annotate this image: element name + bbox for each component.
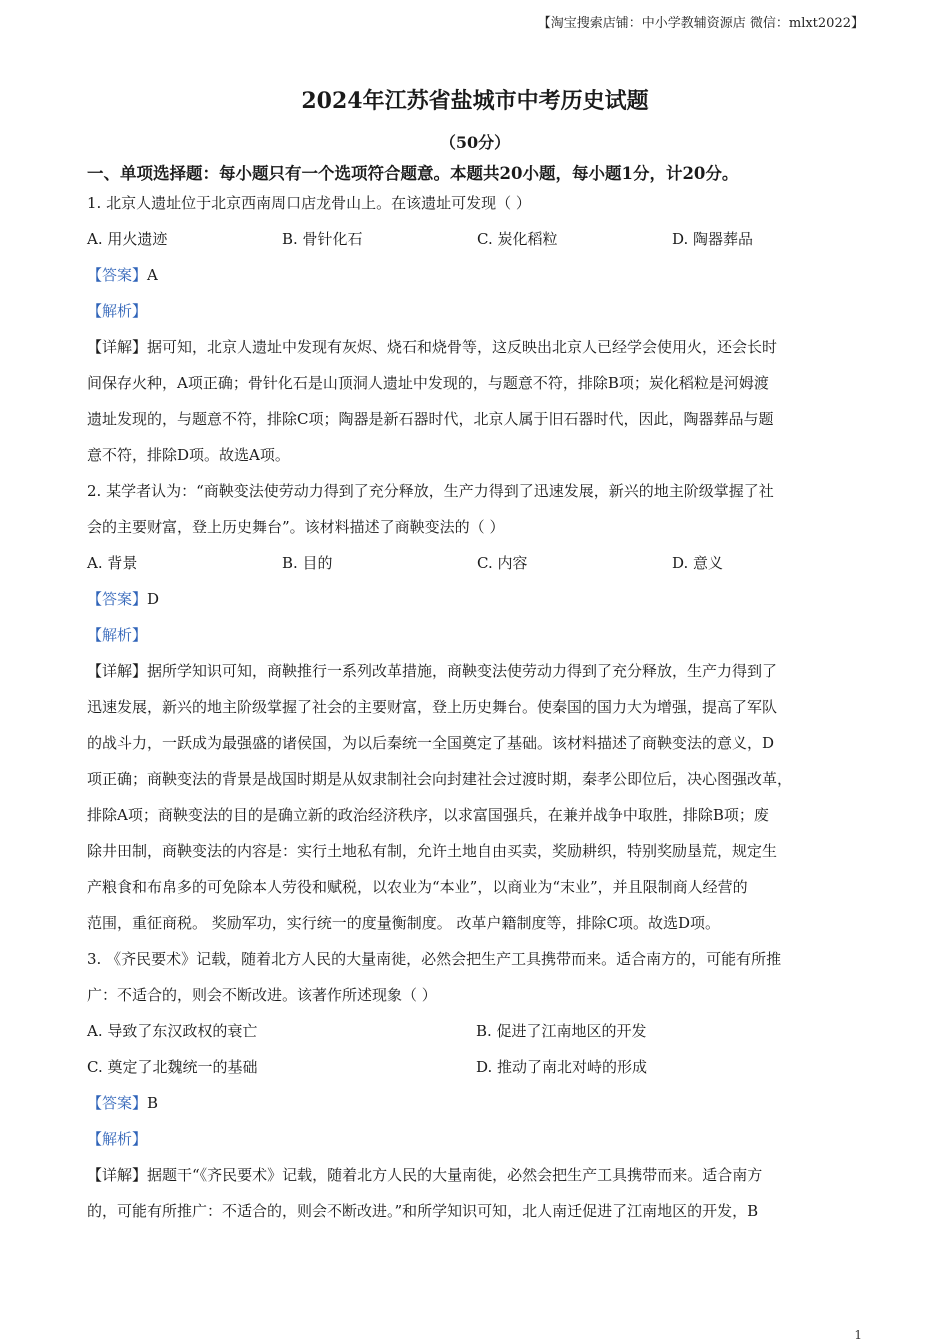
question-2-option-d: D. 意义 [672, 554, 724, 572]
section-heading: 一、单项选择题：每小题只有一个选项符合题意。本题共20小题，每小题1分，计20分。 [87, 164, 739, 183]
answer-value: D [147, 590, 160, 608]
detail-text: 据可知，北京人遗址中发现有灰烬、烧石和烧骨等，这反映出北京人已经学会使用火，还会长时 [147, 338, 778, 356]
answer-tag: 【答案】 [87, 266, 148, 284]
page-title: 2024年江苏省盐城市中考历史试题 [301, 88, 649, 114]
question-2-stem: 会的主要财富，登上历史舞台”。该材料描述了商鞅变法的（ ） [87, 518, 505, 536]
header-note: 【淘宝搜索店铺：中小学教辅资源店 微信：mlxt2022】 [537, 16, 864, 31]
detail-tag: 【详解】 [87, 1166, 148, 1184]
question-1-detail-line: 遗址发现的，与题意不符，排除C项；陶器是新石器时代，北京人属于旧石器时代，因此，陶器葬品与题 [87, 410, 774, 428]
question-1-detail-line [87, 329, 867, 365]
question-3-option-a: A. 导致了东汉政权的衰亡 [87, 1022, 258, 1040]
question-3-option-b: B. 促进了江南地区的开发 [476, 1022, 647, 1040]
question-3-option-d: D. 推动了南北对峙的形成 [476, 1058, 648, 1076]
question-2-detail-line: 除井田制，商鞅变法的内容是：实行土地私有制，允许土地自由买卖，奖励耕织，特别奖励垦荒，规定生 [87, 842, 778, 860]
analysis-tag: 【解析】 [87, 302, 148, 320]
page-number: 1 [854, 1328, 862, 1342]
question-2-detail-line: 范围，重征商税。 奖励军功，实行统一的度量衡制度。 改革户籍制度等，排除C项。故选D项。 [87, 914, 721, 932]
question-2-detail-line: 迅速发展，新兴的地主阶级掌握了社会的主要财富，登上历史舞台。使秦国的国力大为增强，提高了军队 [87, 698, 778, 716]
question-2-analysis [87, 617, 867, 653]
question-2-detail-line: 项正确；商鞅变法的背景是战国时期是从奴隶制社会向封建社会过渡时期，秦孝公即位后，决心图强改革， [87, 770, 793, 788]
question-2-answer [87, 581, 867, 617]
question-3-options-row-1 [87, 1013, 867, 1049]
question-1-detail-line: 间保存火种，A项正确；骨针化石是山顶洞人遗址中发现的，与题意不符，排除B项；炭化稻粒是河姆渡 [87, 374, 769, 392]
question-3-detail-line: 的，可能有所推广：不适合的，则会不断改进。”和所学知识可知，北人南迁促进了江南地区的开发，B [87, 1202, 759, 1220]
question-1-analysis [87, 293, 867, 329]
detail-text: 据题干“《齐民要术》记载，随着北方人民的大量南徙，必然会把生产工具携带而来。适合南方 [147, 1166, 763, 1184]
question-1-detail-line: 意不符，排除D项。故选A项。 [87, 446, 290, 464]
question-3-option-c: C. 奠定了北魏统一的基础 [87, 1058, 258, 1076]
question-3-stem: 3. 《齐民要术》记载，随着北方人民的大量南徙，必然会把生产工具携带而来。适合南方的，可能有所推 [87, 950, 782, 968]
question-2-detail-line: 产粮食和布帛多的可免除本人劳役和赋税，以农业为“本业”，以商业为“末业”，并且限制商人经营的 [87, 878, 748, 896]
question-1-option-c: C. 炭化稻粒 [477, 230, 558, 248]
detail-tag: 【详解】 [87, 662, 148, 680]
question-2-option-b: B. 目的 [282, 554, 333, 572]
answer-tag: 【答案】 [87, 590, 148, 608]
question-2-detail-line [87, 653, 867, 689]
question-3-answer [87, 1085, 867, 1121]
question-1-answer [87, 257, 867, 293]
question-2-stem: 2. 某学者认为：“商鞅变法使劳动力得到了充分释放，生产力得到了迅速发展，新兴的地主阶级掌握了社 [87, 482, 774, 500]
question-3-detail-line [87, 1157, 867, 1193]
answer-value: A [147, 266, 158, 284]
question-1-options [87, 221, 867, 257]
analysis-tag: 【解析】 [87, 1130, 148, 1148]
question-3-options-row-2 [87, 1049, 867, 1085]
detail-tag: 【详解】 [87, 338, 148, 356]
score-note: （50分） [439, 133, 511, 152]
detail-text: 据所学知识可知，商鞅推行一系列改革措施，商鞅变法使劳动力得到了充分释放，生产力得到了 [147, 662, 778, 680]
question-2-options [87, 545, 867, 581]
question-1-option-b: B. 骨针化石 [282, 230, 363, 248]
answer-tag: 【答案】 [87, 1094, 148, 1112]
answer-value: B [147, 1094, 159, 1112]
question-2-option-c: C. 内容 [477, 554, 528, 572]
question-1-option-d: D. 陶器葬品 [672, 230, 754, 248]
question-2-detail-line: 的战斗力，一跃成为最强盛的诸侯国，为以后秦统一全国奠定了基础。该材料描述了商鞅变法的意义，D [87, 734, 775, 752]
questions-body [87, 185, 867, 1229]
question-3-stem: 广：不适合的，则会不断改进。该著作所述现象（ ） [87, 986, 437, 1004]
analysis-tag: 【解析】 [87, 626, 148, 644]
question-1-stem: 1. 北京人遗址位于北京西南周口店龙骨山上。在该遗址可发现（ ） [87, 194, 531, 212]
question-3-analysis [87, 1121, 867, 1157]
question-2-option-a: A. 背景 [87, 554, 138, 572]
question-2-detail-line: 排除A项；商鞅变法的目的是确立新的政治经济秩序，以求富国强兵，在兼并战争中取胜，排除B项；废 [87, 806, 769, 824]
question-1-option-a: A. 用火遗迹 [87, 230, 168, 248]
